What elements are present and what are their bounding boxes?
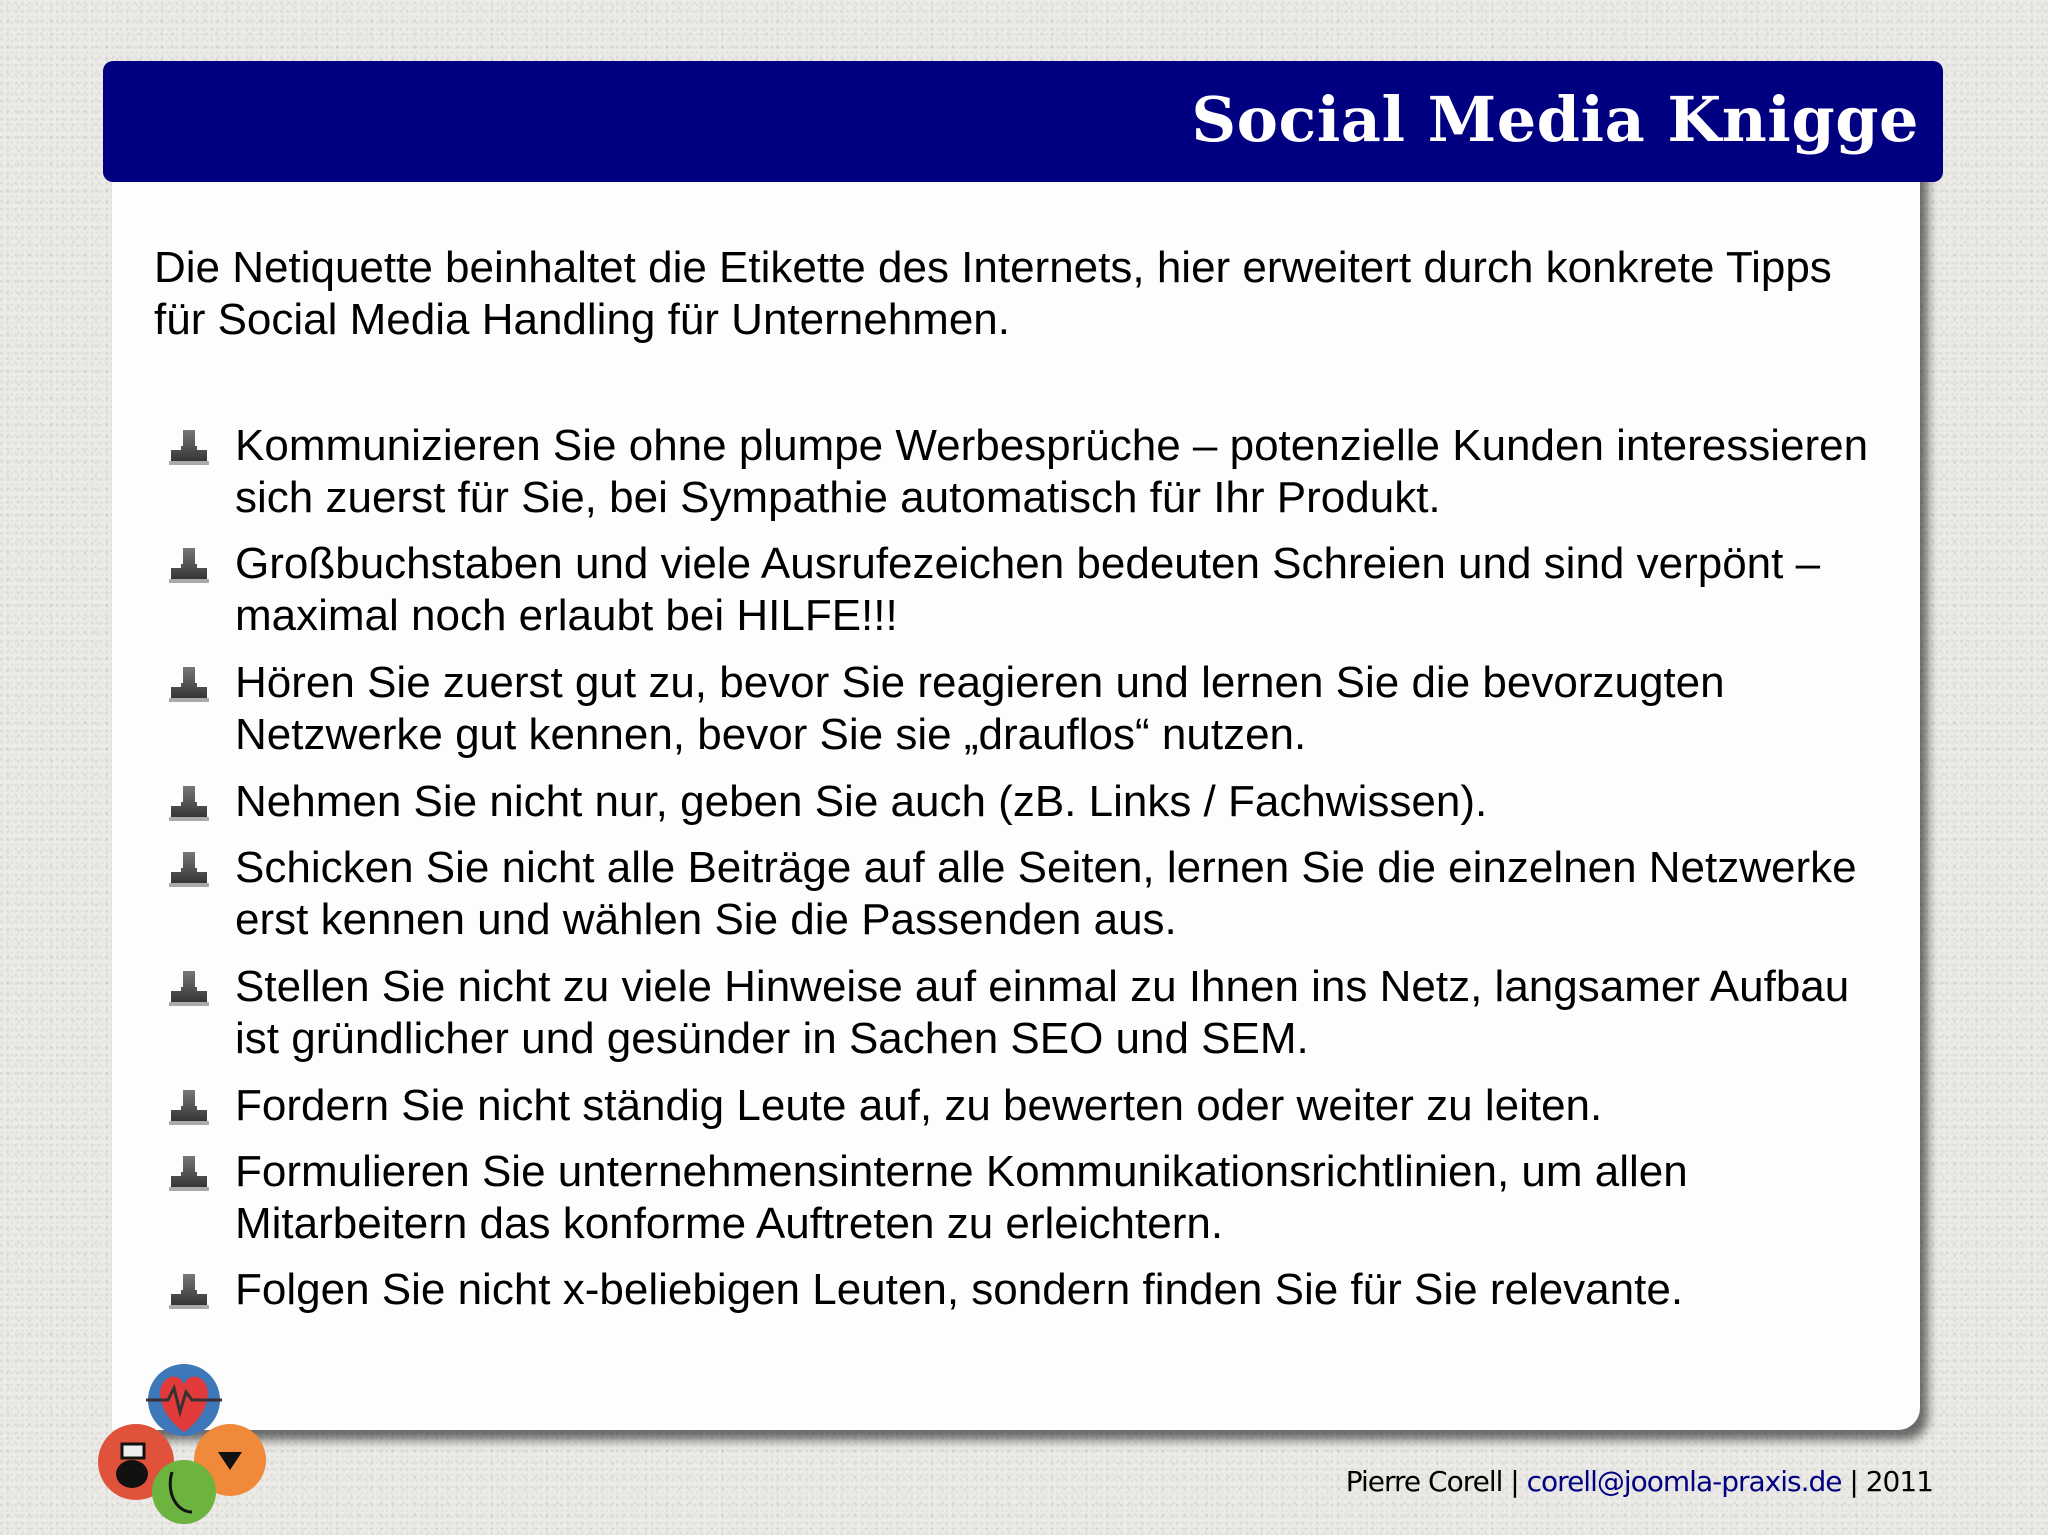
person-icon bbox=[167, 546, 211, 584]
medical-logo bbox=[96, 1362, 272, 1524]
person-icon bbox=[167, 969, 211, 1007]
list-item-text: Formulieren Sie unternehmensinterne Kommunikationsrichtlinien, um allen Mitarbeitern das konforme Auftreten zu erleichtern. bbox=[235, 1147, 1688, 1248]
footer-separator: | bbox=[1841, 1465, 1866, 1498]
list-item-text: Schicken Sie nicht alle Beiträge auf alle Seiten, lernen Sie die einzelnen Netzwerke erst kennen und wählen Sie die Passenden aus. bbox=[235, 843, 1857, 944]
list-item-text: Nehmen Sie nicht nur, geben Sie auch (zB. Links / Fachwissen). bbox=[235, 777, 1488, 826]
footer-email-link[interactable]: corell@joomla-praxis.de bbox=[1526, 1465, 1842, 1498]
list-item-text: Hören Sie zuerst gut zu, bevor Sie reagieren und lernen Sie die bevorzugten Netzwerke gut kennen, bevor Sie sie „drauflos“ nutzen. bbox=[235, 658, 1725, 759]
list-item-text: Folgen Sie nicht x-beliebigen Leuten, sondern finden Sie für Sie relevante. bbox=[235, 1265, 1684, 1314]
person-icon bbox=[167, 665, 211, 703]
footer-separator: | bbox=[1502, 1465, 1527, 1498]
list-item-text: Kommunizieren Sie ohne plumpe Werbesprüche – potenzielle Kunden interessieren sich zuerst für Sie, bei Sympathie automatisch für Ihr Produkt. bbox=[235, 421, 1869, 522]
list-item-text: Großbuchstaben und viele Ausrufezeichen bedeuten Schreien und sind verpönt – maximal noch erlaubt bei HILFE!!! bbox=[235, 539, 1821, 640]
slide-title: Social Media Knigge bbox=[1191, 83, 1919, 156]
footer-author: Pierre Corell bbox=[1345, 1465, 1503, 1498]
footer-year: 2011 bbox=[1865, 1465, 1933, 1498]
person-icon bbox=[167, 850, 211, 888]
title-bar bbox=[103, 61, 1943, 182]
person-icon bbox=[167, 1154, 211, 1192]
person-icon bbox=[167, 1272, 211, 1310]
intro-text: Die Netiquette beinhaltet die Etikette des Internets, hier erweitert durch konkrete Tipps für Social Media Handling für Unternehmen. bbox=[154, 243, 1832, 344]
list-item-text: Stellen Sie nicht zu viele Hinweise auf einmal zu Ihnen ins Netz, langsamer Aufbau ist gründlicher und gesünder in Sachen SEO und SEM. bbox=[235, 962, 1850, 1063]
footer bbox=[1346, 1465, 1933, 1498]
list-item-text: Fordern Sie nicht ständig Leute auf, zu bewerten oder weiter zu leiten. bbox=[235, 1081, 1603, 1130]
person-icon bbox=[167, 428, 211, 466]
person-icon bbox=[167, 784, 211, 822]
person-icon bbox=[167, 1088, 211, 1126]
